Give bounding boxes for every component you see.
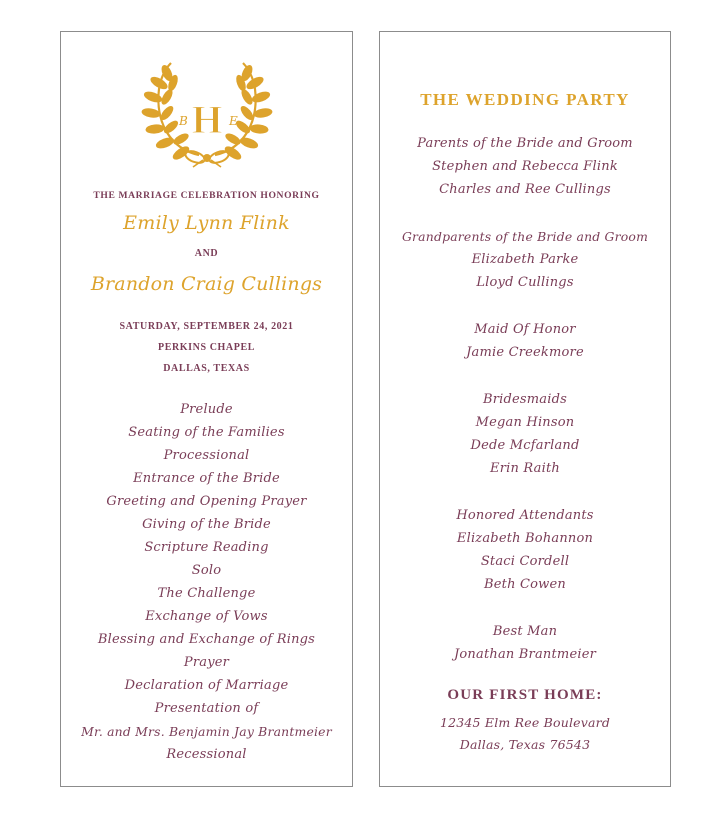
program-item: Blessing and Exchange of Rings <box>97 632 316 647</box>
program-item: Greeting and Opening Prayer <box>106 494 307 509</box>
groom-name: Brandon Craig Cullings <box>90 273 323 295</box>
party-group-maid-of-honor <box>380 318 670 364</box>
party-group-honored-attendants <box>380 504 670 596</box>
wedding-party-title: THE WEDDING PARTY <box>420 90 630 109</box>
party-member: Elizabeth Bohannon <box>456 531 594 546</box>
party-group-heading: Grandparents of the Bride and Groom <box>401 229 649 244</box>
ceremony-date: SATURDAY, SEPTEMBER 24, 2021 <box>119 321 294 332</box>
party-member: Charles and Ree Cullings <box>439 182 611 197</box>
svg-text:E: E <box>229 114 238 128</box>
program-item: Entrance of the Bride <box>133 471 280 486</box>
and-word: AND <box>194 248 219 259</box>
address-street: 12345 Elm Ree Boulevard <box>439 715 611 730</box>
program-item: Mr. and Mrs. Benjamin Jay Brantmeier <box>81 724 332 739</box>
program-item: Seating of the Families <box>128 425 285 440</box>
first-home-address <box>380 712 670 756</box>
program-card-right <box>379 31 671 787</box>
program-item: Giving of the Bride <box>142 517 271 532</box>
program-item: Exchange of Vows <box>145 609 268 624</box>
party-group-grandparents <box>380 225 670 294</box>
program-item: Prelude <box>180 402 233 417</box>
party-member: Jamie Creekmore <box>466 345 584 360</box>
program-item: Scripture Reading <box>144 540 269 555</box>
party-group-parents <box>380 132 670 201</box>
party-member: Lloyd Cullings <box>476 275 574 290</box>
party-member: Stephen and Rebecca Flink <box>432 159 618 174</box>
ceremony-venue: PERKINS CHAPEL <box>157 342 256 353</box>
program-item: Recessional <box>166 747 247 762</box>
first-home-title: OUR FIRST HOME: <box>447 687 603 703</box>
laurel-monogram-crest <box>137 59 277 169</box>
ceremony-city: DALLAS, TEXAS <box>163 363 250 374</box>
program-item: Prayer <box>183 655 230 670</box>
bride-name: Emily Lynn Flink <box>123 212 290 234</box>
program-item: Presentation of <box>154 701 259 716</box>
party-group-heading: Maid Of Honor <box>474 322 576 337</box>
party-group-heading: Bridesmaids <box>482 392 568 407</box>
honoring-line: THE MARRIAGE CELEBRATION HONORING <box>93 190 320 201</box>
wedding-party-list <box>380 132 670 690</box>
program-card-left <box>60 31 353 787</box>
party-group-heading: Parents of the Bride and Groom <box>417 136 633 151</box>
svg-text:B: B <box>179 114 188 128</box>
party-member: Staci Cordell <box>480 554 570 569</box>
program-item: Declaration of Marriage <box>124 678 289 693</box>
svg-text:H: H <box>191 97 223 142</box>
party-group-heading: Honored Attendants <box>456 508 594 523</box>
program-item: Processional <box>163 448 250 463</box>
party-group-best-man <box>380 620 670 666</box>
party-member: Dede Mcfarland <box>470 438 580 453</box>
party-member: Erin Raith <box>490 461 560 476</box>
party-member: Elizabeth Parke <box>471 252 579 267</box>
program-item: The Challenge <box>157 586 256 601</box>
address-city: Dallas, Texas 76543 <box>459 737 591 752</box>
order-of-service <box>61 398 352 766</box>
program-item: Solo <box>191 563 222 578</box>
party-member: Jonathan Brantmeier <box>453 647 596 662</box>
party-member: Megan Hinson <box>475 415 575 430</box>
party-group-heading: Best Man <box>492 624 558 639</box>
party-group-bridesmaids <box>380 388 670 480</box>
party-member: Beth Cowen <box>484 577 566 592</box>
